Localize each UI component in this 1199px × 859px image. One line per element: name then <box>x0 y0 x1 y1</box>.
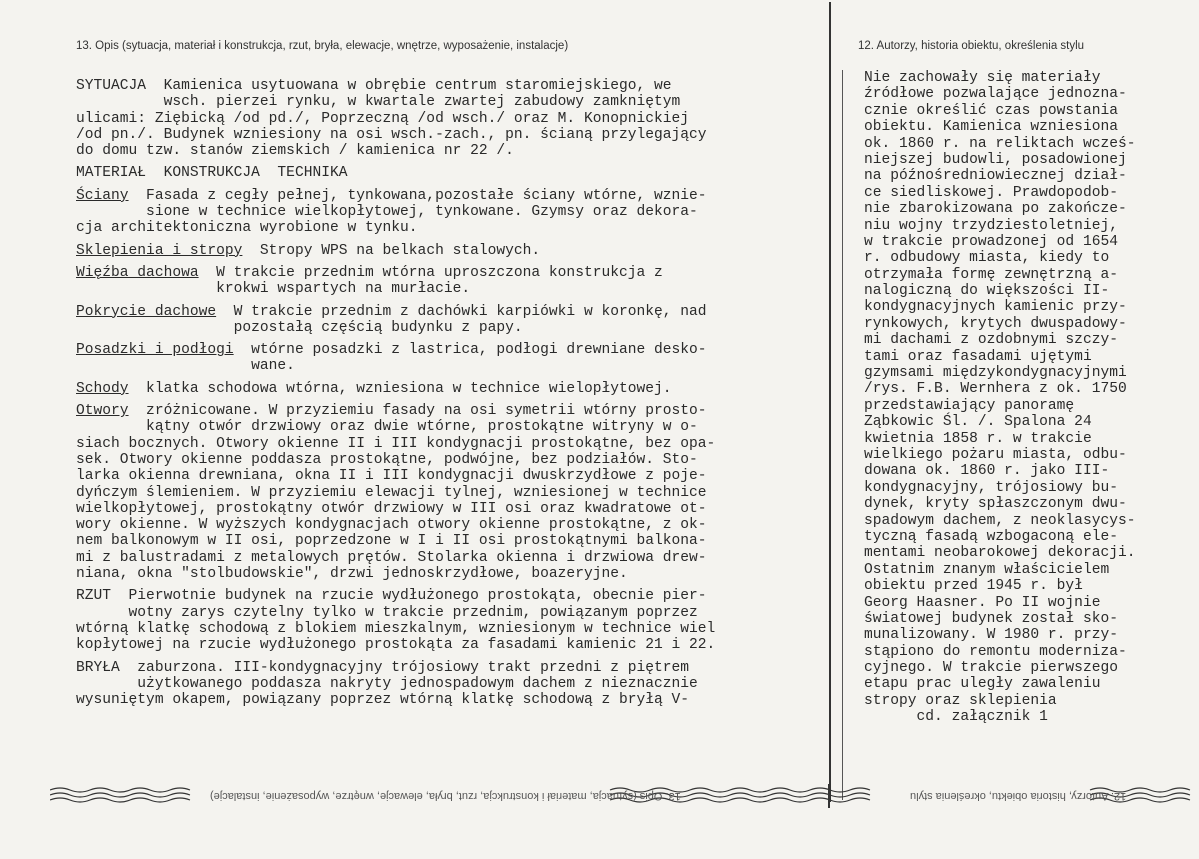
history-line: tyczną fasadą wzbogaconą ele- <box>864 528 1118 545</box>
history-line: kondygnacyjnych kamienic przy- <box>864 299 1127 316</box>
description-line: wane. <box>76 358 295 375</box>
description-line: Ściany Fasada z cegły pełnej, tynkowana,pozostałe ściany wtórne, wznie- <box>76 187 707 204</box>
section-label: Otwory <box>76 403 129 420</box>
history-line: kwietnia 1858 r. w trakcie <box>864 430 1092 447</box>
description-line: MATERIAŁ KONSTRUKCJA TECHNIKA <box>76 165 348 182</box>
description-line: Posadzki i podłogi wtórne posadzki z lastrica, podłogi drewniane desko- <box>76 342 707 359</box>
history-line: mi dachami z ozdobnymi szczy- <box>864 332 1118 349</box>
history-line: otrzymała formę zewnętrzną a- <box>864 266 1118 283</box>
description-line: Schody klatka schodowa wtórna, wzniesiona w technice wielopłytowej. <box>76 380 672 397</box>
description-line: larka okienna drewniana, okna II i III kondygnacji dwuskrzydłowe z poje- <box>76 468 707 485</box>
history-line: kondygnacyjny, trójosiowy bu- <box>864 479 1118 496</box>
description-line: pozostałą częścią budynku z papy. <box>76 319 523 336</box>
history-line: w trakcie prowadzonej od 1654 <box>864 233 1118 250</box>
history-line: ce siedliskowej. Prawdopodob- <box>864 184 1118 201</box>
history-line: rynkowych, krytych dwuspadowy- <box>864 315 1127 332</box>
history-line: dowana ok. 1860 r. jako III- <box>864 463 1110 480</box>
history-line: tami oraz fasadami ujętymi <box>864 348 1092 365</box>
history-line: Ząbkowic Śl. /. Spalona 24 <box>864 414 1092 431</box>
history-line: niejszej budowli, posadowionej <box>864 151 1127 168</box>
history-line: /rys. F.B. Wernhera z ok. 1750 <box>864 381 1127 398</box>
history-line: ok. 1860 r. na reliktach wcześ- <box>864 135 1136 152</box>
description-line: do domu tzw. stanów ziemskich / kamienica nr 22 /. <box>76 143 514 160</box>
history-line: munalizowany. W 1980 r. przy- <box>864 627 1118 644</box>
history-line: stąpiono do remontu moderniza- <box>864 643 1127 660</box>
history-line: gzymsami międzykondygnacyjnymi <box>864 365 1127 382</box>
history-line: etapu prac uległy zawaleniu <box>864 676 1101 693</box>
section-label: Więźba dachowa <box>76 264 199 281</box>
history-line: przedstawiający panoramę <box>864 397 1075 414</box>
history-line: obiektu przed 1945 r. był <box>864 578 1083 595</box>
description-line: wielkopłytowej, prostokątny otwór drzwiowy w III osi oraz kwadratowe ot- <box>76 500 707 517</box>
section-13-header: 13. Opis (sytuacja, materiał i konstrukcja, rzut, bryła, elewacje, wnętrze, wyposażenie, instalacje) <box>76 40 569 52</box>
description-line: siach bocznych. Otwory okienne II i III kondygnacji prostokątne, bez opa- <box>76 435 716 452</box>
history-line: obiektu. Kamienica wzniesiona <box>864 119 1118 136</box>
history-line: Georg Haasner. Po II wojnie <box>864 594 1101 611</box>
history-line: cyjnego. W trakcie pierwszego <box>864 660 1118 677</box>
description-line: sione w technice wielkopłytowej, tynkowane. Gzymsy oraz dekora- <box>76 204 698 221</box>
description-line: RZUT Pierwotnie budynek na rzucie wydłużonego prostokąta, obecnie pier- <box>76 588 707 605</box>
description-line: kopłytowej na rzucie wydłużonego prostokąta za fasadami kamienic 21 i 22. <box>76 637 716 654</box>
description-line: wory okienne. W wyższych kondygnacjach otwory okienne prostokątne, z ok- <box>76 517 707 534</box>
description-line: wsch. pierzei rynku, w kwartale zwartej zabudowy zamkniętym <box>76 94 681 111</box>
history-line: dynek, kryty spłaszczonym dwu- <box>864 496 1127 513</box>
description-line: wtórną klatkę schodową z blokiem mieszkalnym, wzniesionym w technice wiel <box>76 620 716 637</box>
history-line: nalogiczną do większości II- <box>864 283 1110 300</box>
description-line: nem balkonowym w II osi, poprzedzone w I i II osi prostokątnymi balkona- <box>76 533 707 550</box>
column-divider-thin <box>842 70 843 800</box>
description-line: Więźba dachowa W trakcie przednim wtórna uproszczona konstrukcja z <box>76 264 663 281</box>
description-line: Otwory zróżnicowane. W przyziemiu fasady na osi symetrii wtórny prosto- <box>76 403 707 420</box>
mirrored-header-right: 12. Autorzy, historia obiektu, określenia stylu <box>910 790 1127 802</box>
description-line: cja architektoniczna wyrobione w tynku. <box>76 220 418 237</box>
description-line: Sklepienia i stropy Stropy WPS na belkach stalowych. <box>76 242 541 259</box>
description-line: sek. Otwory okienne poddasza prostokątne, podwójne, bez podziałów. Sto- <box>76 451 698 468</box>
description-line: krokwi wspartych na murłacie. <box>76 281 471 298</box>
history-line: stropy oraz sklepienia <box>864 692 1057 709</box>
description-line: BRYŁA zaburzona. III-kondygnacyjny trójosiowy trakt przedni z piętrem <box>76 659 690 676</box>
description-line: mi z balustradami z metalowych prętów. Stolarka okienna i drzwiowa drew- <box>76 549 707 566</box>
description-line: Pokrycie dachowe W trakcie przednim z dachówki karpiówki w koronkę, nad <box>76 303 707 320</box>
description-line: wysuniętym okapem, powiązany poprzez wtórną klatkę schodową z bryłą V- <box>76 692 690 709</box>
description-line: niana, okna "stolbudowskie", drzwi jednoskrzydłowe, boazeryjne. <box>76 566 628 583</box>
column-divider <box>829 2 831 802</box>
history-line: cd. załącznik 1 <box>864 709 1048 726</box>
description-line: użytkowanego poddasza nakryty jednospadowym dachem z nieznacznie <box>76 675 698 692</box>
mirrored-header-left: 13. Opis (sytuacja, materiał i konstrukcja, rzut, bryła, elewacje, wnętrze, wyposażenie, instalacje) <box>210 790 681 802</box>
history-column <box>864 70 1190 726</box>
description-column <box>76 78 828 708</box>
history-line: Nie zachowały się materiały <box>864 70 1101 86</box>
history-line: źródłowe pozwalające jednozna- <box>864 86 1127 103</box>
section-label: Pokrycie dachowe <box>76 303 217 320</box>
section-12-header: 12. Autorzy, historia obiektu, określenia stylu <box>858 40 1085 52</box>
history-line: mentami neobarokowej dekoracji. <box>864 545 1136 562</box>
section-label: Ściany <box>76 187 129 204</box>
history-line: na późnośredniowiecznej dział- <box>864 168 1127 185</box>
description-line: kątny otwór drzwiowy oraz dwie wtórne, prostokątne witryny w o- <box>76 419 698 436</box>
history-line: cznie określić czas powstania <box>864 102 1118 119</box>
description-line: wotny zarys czytelny tylko w trakcie przednim, powiązanym poprzez <box>76 604 698 621</box>
section-label: Schody <box>76 380 129 397</box>
history-line: spadowym dachem, z neoklasycys- <box>864 512 1136 529</box>
torn-bottom-strip <box>50 784 1199 808</box>
description-line: dyńczym ślemieniem. W przyziemiu elewacji tylnej, wzniesionej w technice <box>76 484 707 501</box>
history-line: światowej budynek został sko- <box>864 610 1118 627</box>
history-line: r. odbudowy miasta, kiedy to <box>864 250 1110 267</box>
section-label: Posadzki i podłogi <box>76 342 234 359</box>
description-line: /od pn./. Budynek wzniesiony na osi wsch.-zach., pn. ścianą przylegający <box>76 126 707 143</box>
history-line: niu wojny trzydziestoletniej, <box>864 217 1118 234</box>
history-line: Ostatnim znanym właścicielem <box>864 561 1110 578</box>
section-label: Sklepienia i stropy <box>76 242 243 259</box>
history-line: nie zbarokizowana po zakończe- <box>864 201 1127 218</box>
history-line: wielkiego pożaru miasta, odbu- <box>864 446 1127 463</box>
description-line: ulicami: Ziębicką /od pd./, Poprzeczną /od wsch./ oraz M. Konopnickiej <box>76 110 690 127</box>
description-line: SYTUACJA Kamienica usytuowana w obrębie centrum staromiejskiego, we <box>76 78 672 94</box>
